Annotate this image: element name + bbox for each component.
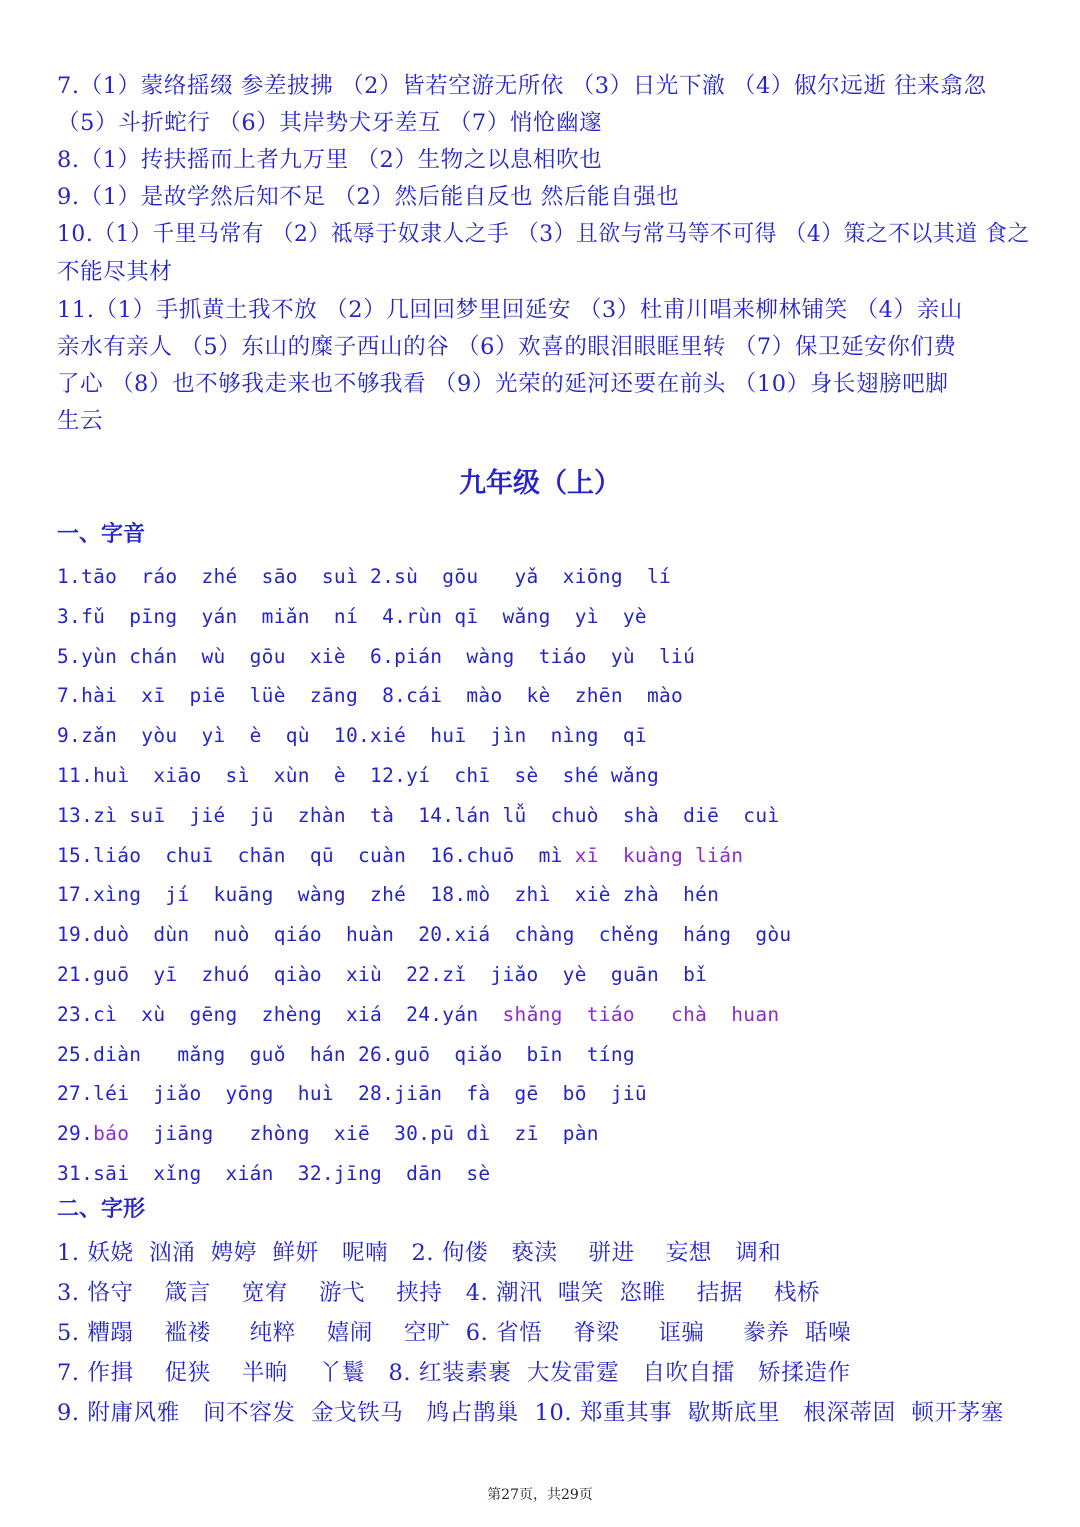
- pinyin-line: [57, 602, 1017, 632]
- pinyin-segment: 15.liáo chuī chān qū cuàn 16.chuō mì: [57, 843, 575, 867]
- pinyin-line: [57, 920, 1017, 950]
- answer-line: 不能尽其材: [57, 259, 173, 285]
- answer-line: 亲水有亲人 （5）东山的糜子西山的谷 （6）欢喜的眼泪眼眶里转 （7）保卫延安你们费: [57, 334, 957, 360]
- pinyin-segment: 7.hài xī piē lüè zāng 8.cái mào kè zhēn mào: [57, 684, 684, 708]
- answer-line: 8.（1）抟扶摇而上者九万里 （2）生物之以息相吹也: [57, 147, 603, 173]
- pinyin-segment: 17.xìng jí kuāng wàng zhé 18.mò zhì xiè zhà hén: [57, 883, 720, 907]
- answer-line: 生云: [57, 408, 104, 434]
- character-line: 5. 糟蹋 褴褛 纯粹 嬉闹 空旷 6. 省悟 脊梁 诓骗 豢养 聒噪: [57, 1320, 852, 1346]
- pinyin-line: [57, 642, 1017, 672]
- character-line: 3. 恪守 箴言 宽宥 游弋 挟持 4. 潮汛 嗤笑 恣睢 拮据 栈桥: [57, 1280, 821, 1306]
- pinyin-segment: 23.cì xù gēng zhèng xiá 24.yán: [57, 1002, 503, 1026]
- answer-line: （5）斗折蛇行 （6）其岸势犬牙差互 （7）悄怆幽邃: [57, 110, 603, 136]
- pinyin-line: [57, 801, 1017, 831]
- pinyin-line: [57, 880, 1017, 910]
- pinyin-segment: 25.diàn mǎng guǒ hán 26.guō qiǎo bīn tíng: [57, 1042, 635, 1066]
- pinyin-segment: 31.sāi xǐng xián 32.jīng dān sè: [57, 1162, 491, 1185]
- pinyin-line: [57, 960, 1017, 990]
- pinyin-segment: 29.: [57, 1122, 94, 1146]
- section-heading-pronunciation: 一、字音: [57, 522, 146, 547]
- pinyin-segment: 21.guō yī zhuó qiào xiù 22.zǐ jiǎo yè guān bǐ: [57, 963, 708, 986]
- pinyin-segment: 1.tāo ráo zhé sāo suì 2.sù gōu yǎ xiōng lí: [57, 565, 672, 588]
- pinyin-segment: shǎng tiáo chà huan: [502, 1002, 780, 1026]
- pinyin-segment: xī kuàng lián: [574, 843, 744, 867]
- character-line: 1. 妖娆 汹涌 娉婷 鲜妍 呢喃 2. 佝偻 亵渎 骈进 妄想 调和: [57, 1240, 782, 1266]
- pinyin-segment: 19.duò dùn nuò qiáo huàn 20.xiá chàng chěng háng gòu: [57, 923, 792, 947]
- section-heading-characters: 二、字形: [57, 1197, 146, 1222]
- pinyin-segment: jiāng zhòng xiē 30.pū dì zī pàn: [129, 1122, 599, 1146]
- answer-line: 了心 （8）也不够我走来也不够我看 （9）光荣的延河还要在前头 （10）身长翅膀吧脚: [57, 371, 949, 397]
- pinyin-segment: 3.fǔ pīng yán miǎn ní 4.rùn qī wǎng yì yè: [57, 604, 647, 628]
- pinyin-line: [57, 1040, 1017, 1070]
- answer-line: 9.（1）是故学然后知不足 （2）然后能自反也 然后能自强也: [57, 184, 680, 210]
- pinyin-segment: báo: [93, 1122, 130, 1146]
- pinyin-line: [57, 1000, 1017, 1030]
- page-footer: 第27页，共29页: [487, 1487, 593, 1503]
- pinyin-line: [57, 562, 1017, 592]
- pinyin-segment: 9.zǎn yòu yì è qù 10.xié huī jìn nìng qī: [57, 724, 647, 748]
- pinyin-segment: 5.yùn chán wù gōu xiè 6.pián wàng tiáo yù liú: [57, 644, 696, 668]
- pinyin-line: [57, 1159, 1017, 1189]
- character-line: 9. 附庸风雅 间不容发 金戈铁马 鸠占鹊巢 10. 郑重其事 歇斯底里 根深蒂固 顿开茅塞: [57, 1400, 1004, 1426]
- pinyin-line: [57, 841, 1017, 871]
- answer-line: 10.（1）千里马常有 （2）祗辱于奴隶人之手 （3）且欲与常马等不可得 （4）策之不以其道 食之: [57, 221, 1030, 247]
- pinyin-segment: 27.léi jiǎo yōng huì 28.jiān fà gē bō jiū: [57, 1082, 647, 1106]
- pinyin-segment: 13.zì suī jié jū zhàn tà 14.lán lǚ chuò shà diē cuì: [57, 803, 780, 827]
- pinyin-segment: 11.huì xiāo sì xùn è 12.yí chī sè shé wǎng: [57, 764, 659, 787]
- answer-line: 11.（1）手抓黄土我不放 （2）几回回梦里回延安 （3）杜甫川唱来柳林铺笑 （4）亲山: [57, 297, 963, 323]
- pinyin-line: [57, 1079, 1017, 1109]
- pinyin-line: [57, 1119, 1017, 1149]
- character-line: 7. 作揖 促狭 半晌 丫鬟 8. 红装素裹 大发雷霆 自吹自擂 矫揉造作: [57, 1360, 851, 1386]
- pinyin-line: [57, 681, 1017, 711]
- grade-title: 九年级（上）: [459, 468, 621, 499]
- pinyin-line: [57, 761, 1017, 791]
- pinyin-line: [57, 721, 1017, 751]
- answer-line: 7.（1）蒙络摇缀 参差披拂 （2）皆若空游无所依 （3）日光下澈 （4）俶尔远逝 往来翕忽: [57, 73, 987, 99]
